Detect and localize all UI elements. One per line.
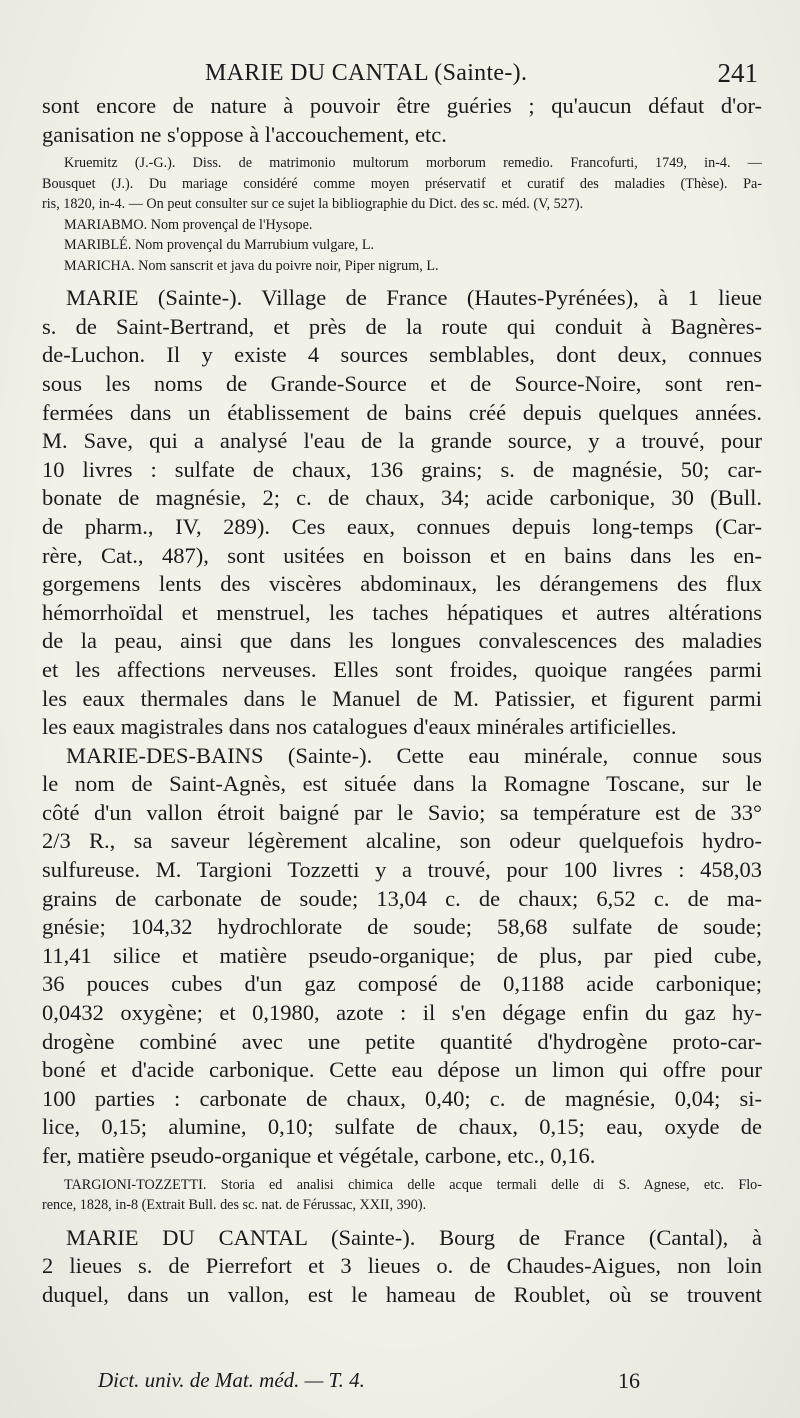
running-head: MARIE DU CANTAL (Sainte-). xyxy=(205,60,528,86)
text-line: de la peau, ainsi que dans les longues convalescences des maladies xyxy=(42,628,762,654)
text-line: M. Save, qui a analysé l'eau de la grande source, y a trouvé, pour xyxy=(42,428,762,454)
signature-mark: 16 xyxy=(618,1368,640,1393)
text-line: grains de carbonate de soude; 13,04 c. de chaux; 6,52 c. de ma- xyxy=(42,885,762,911)
text-line: boné et d'acide carbonique. Cette eau dépose un limon qui offre pour xyxy=(42,1057,762,1083)
text-line: le nom de Saint-Agnès, est située dans la Romagne Toscane, sur le xyxy=(42,771,762,797)
text-line: duquel, dans un vallon, est le hameau de Roublet, où se trouvent xyxy=(42,1281,762,1307)
text-line: 100 parties : carbonate de chaux, 0,40; c. de magnésie, 0,04; si- xyxy=(42,1085,762,1111)
text-line: côté d'un vallon étroit baigné par le Savio; sa température est de 33° xyxy=(42,799,762,825)
text-line: sulfureuse. M. Targioni Tozzetti y a trouvé, pour 100 livres : 458,03 xyxy=(42,857,762,883)
text-line: les eaux magistrales dans nos catalogues d'eaux minérales artificielles. xyxy=(42,714,677,740)
text-line: sont encore de nature à pouvoir être guéries ; qu'aucun défaut d'or- xyxy=(42,93,762,118)
footnote-line: TARGIONI-TOZZETTI. Storia ed analisi chimica delle acque termali delle di S. Agnese, etc. Flo- xyxy=(64,1176,762,1193)
text-line: 36 pouces cubes d'un gaz composé de 0,1188 acide carbonique; xyxy=(42,971,762,997)
footer-title: Dict. univ. de Mat. méd. — T. 4. xyxy=(98,1368,365,1392)
text-line: fer, matière pseudo-organique et végétale, carbone, etc., 0,16. xyxy=(42,1143,596,1168)
text-line: 10 livres : sulfate de chaux, 136 grains; s. de magnésie, 50; car- xyxy=(42,456,762,482)
footnote-line: Kruemitz (J.-G.). Diss. de matrimonio multorum morborum remedio. Francofurti, 1749, in-4. — xyxy=(64,155,762,172)
text-line: ganisation ne s'oppose à l'accouchement, etc. xyxy=(42,121,447,147)
text-line: gnésie; 104,32 hydrochlorate de soude; 58,68 sulfate de soude; xyxy=(42,914,762,940)
text-line: MARIE-DES-BAINS (Sainte-). Cette eau minérale, connue sous xyxy=(66,742,762,768)
text-line: fermées dans un établissement de bains créé depuis quelques années. xyxy=(42,399,762,425)
page-number: 241 xyxy=(717,58,758,88)
text-line: gorgemens lents des viscères abdominaux, les dérangemens des flux xyxy=(42,571,762,597)
text-line: et les affections nerveuses. Elles sont froides, quoique rangées parmi xyxy=(42,656,762,682)
footnote-line: Bousquet (J.). Du mariage considéré comme moyen préservatif et curatif des maladies (Thèse). Pa- xyxy=(42,175,762,192)
text-line: de pharm., IV, 289). Ces eaux, connues depuis long-temps (Car- xyxy=(42,513,762,539)
text-line: sous les noms de Grande-Source et de Source-Noire, sont ren- xyxy=(42,370,762,396)
text-line: les eaux thermales dans le Manuel de M. Patissier, et figurent parmi xyxy=(42,685,762,711)
footnote-line: MARIABMO. Nom provençal de l'Hysope. xyxy=(64,216,313,233)
text-line: 2 lieues s. de Pierrefort et 3 lieues o. de Chaudes-Aigues, non loin xyxy=(42,1253,762,1279)
page-footer xyxy=(98,1368,658,1398)
footnote-line: ris, 1820, in-4. — On peut consulter sur ce sujet la bibliographie du Dict. des sc. méd. (V, 527). xyxy=(42,196,584,213)
text-line: MARIE DU CANTAL (Sainte-). Bourg de France (Cantal), à xyxy=(66,1224,762,1250)
footnote-line: MARICHA. Nom sanscrit et java du poivre noir, Piper nigrum, L. xyxy=(64,257,439,274)
text-line: hémorrhoïdal et menstruel, les taches hépatiques et autres altérations xyxy=(42,599,762,625)
text-body xyxy=(42,92,762,1309)
text-line: de-Luchon. Il y existe 4 sources semblables, dont deux, connues xyxy=(42,342,762,368)
text-line: drogène combiné avec une petite quantité d'hydrogène proto-car- xyxy=(42,1028,762,1054)
footnote-line: rence, 1828, in-8 (Extrait Bull. des sc. nat. de Férussac, XXII, 390). xyxy=(42,1197,427,1214)
text-line: 11,41 silice et matière pseudo-organique; de plus, par pied cube, xyxy=(42,942,762,968)
text-line: 0,0432 oxygène; et 0,1980, azote : il s'en dégage enfin du gaz hy- xyxy=(42,1000,762,1026)
text-line: s. de Saint-Bertrand, et près de la route qui conduit à Bagnères- xyxy=(42,313,762,339)
text-line: rère, Cat., 487), sont usitées en boisson et en bains dans les en- xyxy=(42,542,762,568)
page-header xyxy=(0,58,800,92)
text-line: lice, 0,15; alumine, 0,10; sulfate de chaux, 0,15; eau, oxyde de xyxy=(42,1114,762,1140)
text-line: bonate de magnésie, 2; c. de chaux, 34; acide carbonique, 30 (Bull. xyxy=(42,485,762,511)
footnote-line: MARIBLÉ. Nom provençal du Marrubium vulgare, L. xyxy=(64,237,375,254)
text-line: MARIE (Sainte-). Village de France (Hautes-Pyrénées), à 1 lieue xyxy=(66,285,762,311)
text-line: 2/3 R., sa saveur légèrement alcaline, son odeur quelquefois hydro- xyxy=(42,828,762,854)
